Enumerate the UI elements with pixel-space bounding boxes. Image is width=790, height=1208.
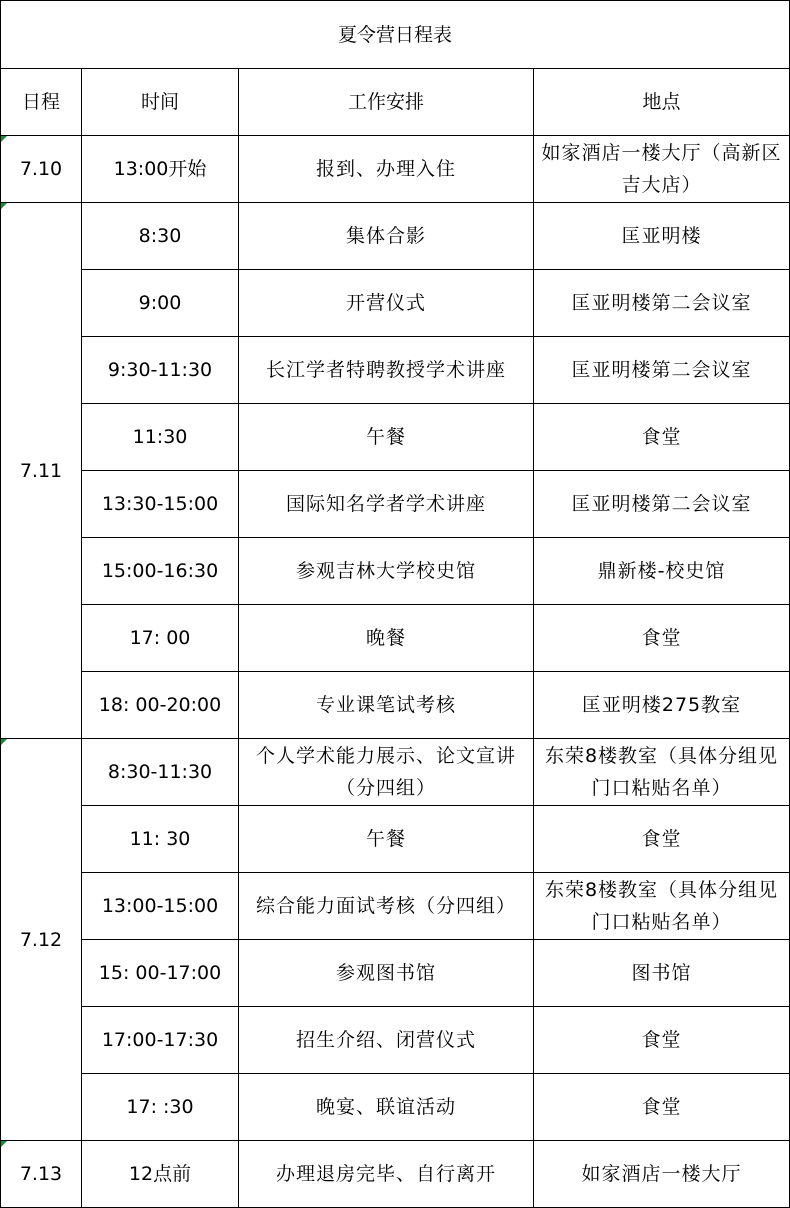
task-cell: 开营仪式 [239, 270, 534, 337]
place-cell: 匡亚明楼 [534, 203, 790, 270]
schedule-row [1, 471, 790, 538]
task-cell: 个人学术能力展示、论文宣讲（分四组） [239, 739, 534, 806]
date-label: 7.13 [19, 1163, 63, 1185]
place-cell: 食堂 [534, 605, 790, 672]
task-cell: 招生介绍、闭营仪式 [239, 1007, 534, 1074]
place-cell: 食堂 [534, 806, 790, 873]
place-cell: 东荣8楼教室（具体分组见门口粘贴名单） [534, 873, 790, 940]
time-cell: 8:30 [82, 203, 239, 270]
date-label: 7.10 [19, 158, 63, 180]
date-cell [1, 739, 82, 1141]
time-cell: 13:00-15:00 [82, 873, 239, 940]
schedule-row [1, 270, 790, 337]
schedule-row [1, 739, 790, 806]
place-cell: 食堂 [534, 1007, 790, 1074]
task-cell: 专业课笔试考核 [239, 672, 534, 739]
task-cell: 办理退房完毕、自行离开 [239, 1141, 534, 1208]
schedule-row [1, 337, 790, 404]
task-cell: 参观吉林大学校史馆 [239, 538, 534, 605]
schedule-row [1, 672, 790, 739]
schedule-row [1, 136, 790, 203]
task-cell: 参观图书馆 [239, 940, 534, 1007]
cell-flag-marker [1, 136, 7, 142]
time-cell: 15:00-16:30 [82, 538, 239, 605]
date-cell [1, 1141, 82, 1208]
time-cell: 13:30-15:00 [82, 471, 239, 538]
header-date: 日程 [1, 69, 82, 136]
task-cell: 集体合影 [239, 203, 534, 270]
schedule-row [1, 1141, 790, 1208]
place-cell: 图书馆 [534, 940, 790, 1007]
header-row [1, 69, 790, 136]
time-cell: 9:00 [82, 270, 239, 337]
time-cell: 15: 00-17:00 [82, 940, 239, 1007]
task-cell: 午餐 [239, 806, 534, 873]
place-cell: 如家酒店一楼大厅 [534, 1141, 790, 1208]
task-cell: 长江学者特聘教授学术讲座 [239, 337, 534, 404]
task-cell: 晚宴、联谊活动 [239, 1074, 534, 1141]
time-cell: 8:30-11:30 [82, 739, 239, 806]
schedule-row [1, 806, 790, 873]
cell-flag-marker [1, 1141, 7, 1147]
place-cell: 匡亚明楼第二会议室 [534, 337, 790, 404]
schedule-row [1, 873, 790, 940]
schedule-row [1, 1074, 790, 1141]
time-cell: 13:00开始 [82, 136, 239, 203]
place-cell: 匡亚明楼第二会议室 [534, 471, 790, 538]
schedule-row [1, 940, 790, 1007]
header-place: 地点 [534, 69, 790, 136]
cell-flag-marker [1, 739, 7, 745]
task-cell: 午餐 [239, 404, 534, 471]
place-cell: 东荣8楼教室（具体分组见门口粘贴名单） [534, 739, 790, 806]
schedule-row [1, 605, 790, 672]
time-cell: 17: 00 [82, 605, 239, 672]
place-cell: 匡亚明楼275教室 [534, 672, 790, 739]
date-cell [1, 203, 82, 739]
task-cell: 综合能力面试考核（分四组） [239, 873, 534, 940]
time-cell: 11:30 [82, 404, 239, 471]
task-cell: 报到、办理入住 [239, 136, 534, 203]
place-cell: 食堂 [534, 1074, 790, 1141]
place-cell: 匡亚明楼第二会议室 [534, 270, 790, 337]
time-cell: 12点前 [82, 1141, 239, 1208]
time-cell: 9:30-11:30 [82, 337, 239, 404]
date-label: 7.12 [19, 928, 63, 951]
place-cell: 鼎新楼-校史馆 [534, 538, 790, 605]
task-cell: 晚餐 [239, 605, 534, 672]
schedule-row [1, 203, 790, 270]
cell-flag-marker [1, 203, 7, 209]
header-task: 工作安排 [239, 69, 534, 136]
schedule-row [1, 1007, 790, 1074]
table-title: 夏令营日程表 [1, 1, 790, 69]
time-cell: 11: 30 [82, 806, 239, 873]
time-cell: 17: :30 [82, 1074, 239, 1141]
place-cell: 如家酒店一楼大厅（高新区吉大店） [534, 136, 790, 203]
task-cell: 国际知名学者学术讲座 [239, 471, 534, 538]
time-cell: 18: 00-20:00 [82, 672, 239, 739]
date-label: 7.11 [19, 459, 63, 482]
schedule-row [1, 538, 790, 605]
time-cell: 17:00-17:30 [82, 1007, 239, 1074]
header-time: 时间 [82, 69, 239, 136]
date-cell [1, 136, 82, 203]
place-cell: 食堂 [534, 404, 790, 471]
schedule-row [1, 404, 790, 471]
